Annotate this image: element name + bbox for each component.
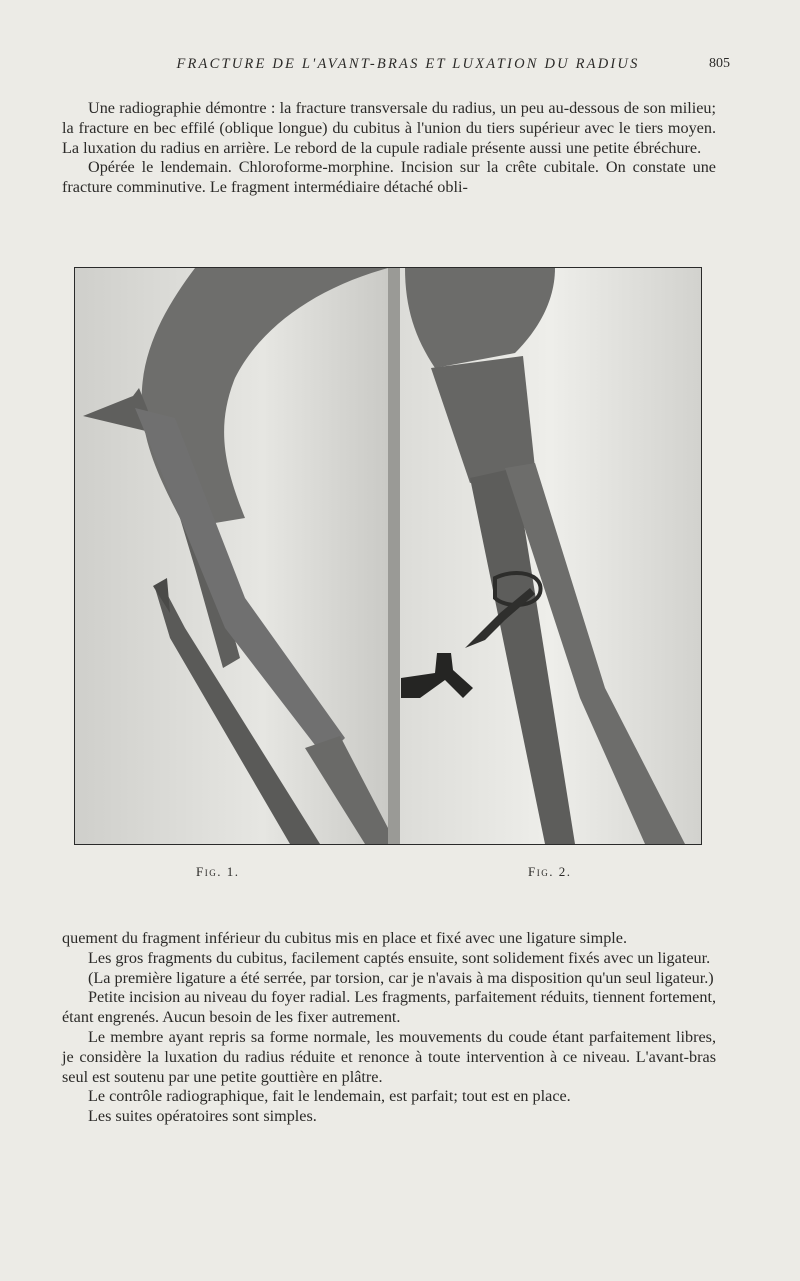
paragraph: (La première ligature a été serrée, par torsion, car je n'avais à ma disposition qu'un seul ligateur.) <box>88 968 714 987</box>
text-block-bottom <box>62 929 716 1127</box>
paragraph: Petite incision au niveau du foyer radial. Les fragments, parfaitement réduits, tiennent fortement, étant engrenés. Aucun besoin de les fixer autrement. <box>62 988 716 1027</box>
figure-caption-2: Fig. 2. <box>528 864 572 879</box>
page-number: 805 <box>709 56 730 71</box>
radiograph-image <box>75 268 701 844</box>
text-block-top <box>62 99 716 198</box>
fig2-radiograph <box>400 268 701 844</box>
paragraph: Les suites opératoires sont simples. <box>88 1107 317 1126</box>
radiograph-figure <box>74 267 702 845</box>
paragraph: Le contrôle radiographique, fait le lendemain, est parfait; tout est en place. <box>88 1087 571 1106</box>
figure-caption-1: Fig. 1. <box>196 864 240 879</box>
paragraph: quement du fragment inférieur du cubitus mis en place et fixé avec une ligature simple. <box>62 929 628 947</box>
running-title: FRACTURE DE L'AVANT-BRAS ET LUXATION DU RADIUS <box>176 56 640 72</box>
paragraph: Une radiographie démontre : la fracture transversale du radius, un peu au-dessous de son milieu; la fracture en bec effilé (oblique longue) du cubitus à l'union du tiers supérieur avec le tiers moyen. La luxation du radius en arrière. Le rebord de la cupule radiale présente aussi une petite ébréchure. <box>62 99 716 157</box>
panel-divider <box>388 268 400 844</box>
paragraph: Opérée le lendemain. Chloroforme-morphine. Incision sur la crête cubitale. On constate une fracture comminutive. Le fragment intermédiaire détaché obli- <box>62 158 716 197</box>
fig1-radiograph <box>75 268 388 844</box>
paragraph: Le membre ayant repris sa forme normale, les mouvements du coude étant parfaitement libres, je considère la luxation du radius réduite et renonce à toute intervention à ce niveau. L'avant-bras seul est soutenu par une petite gouttière en plâtre. <box>62 1027 716 1086</box>
paragraph: Les gros fragments du cubitus, facilement captés ensuite, sont solidement fixés avec un ligateur. <box>88 948 711 967</box>
